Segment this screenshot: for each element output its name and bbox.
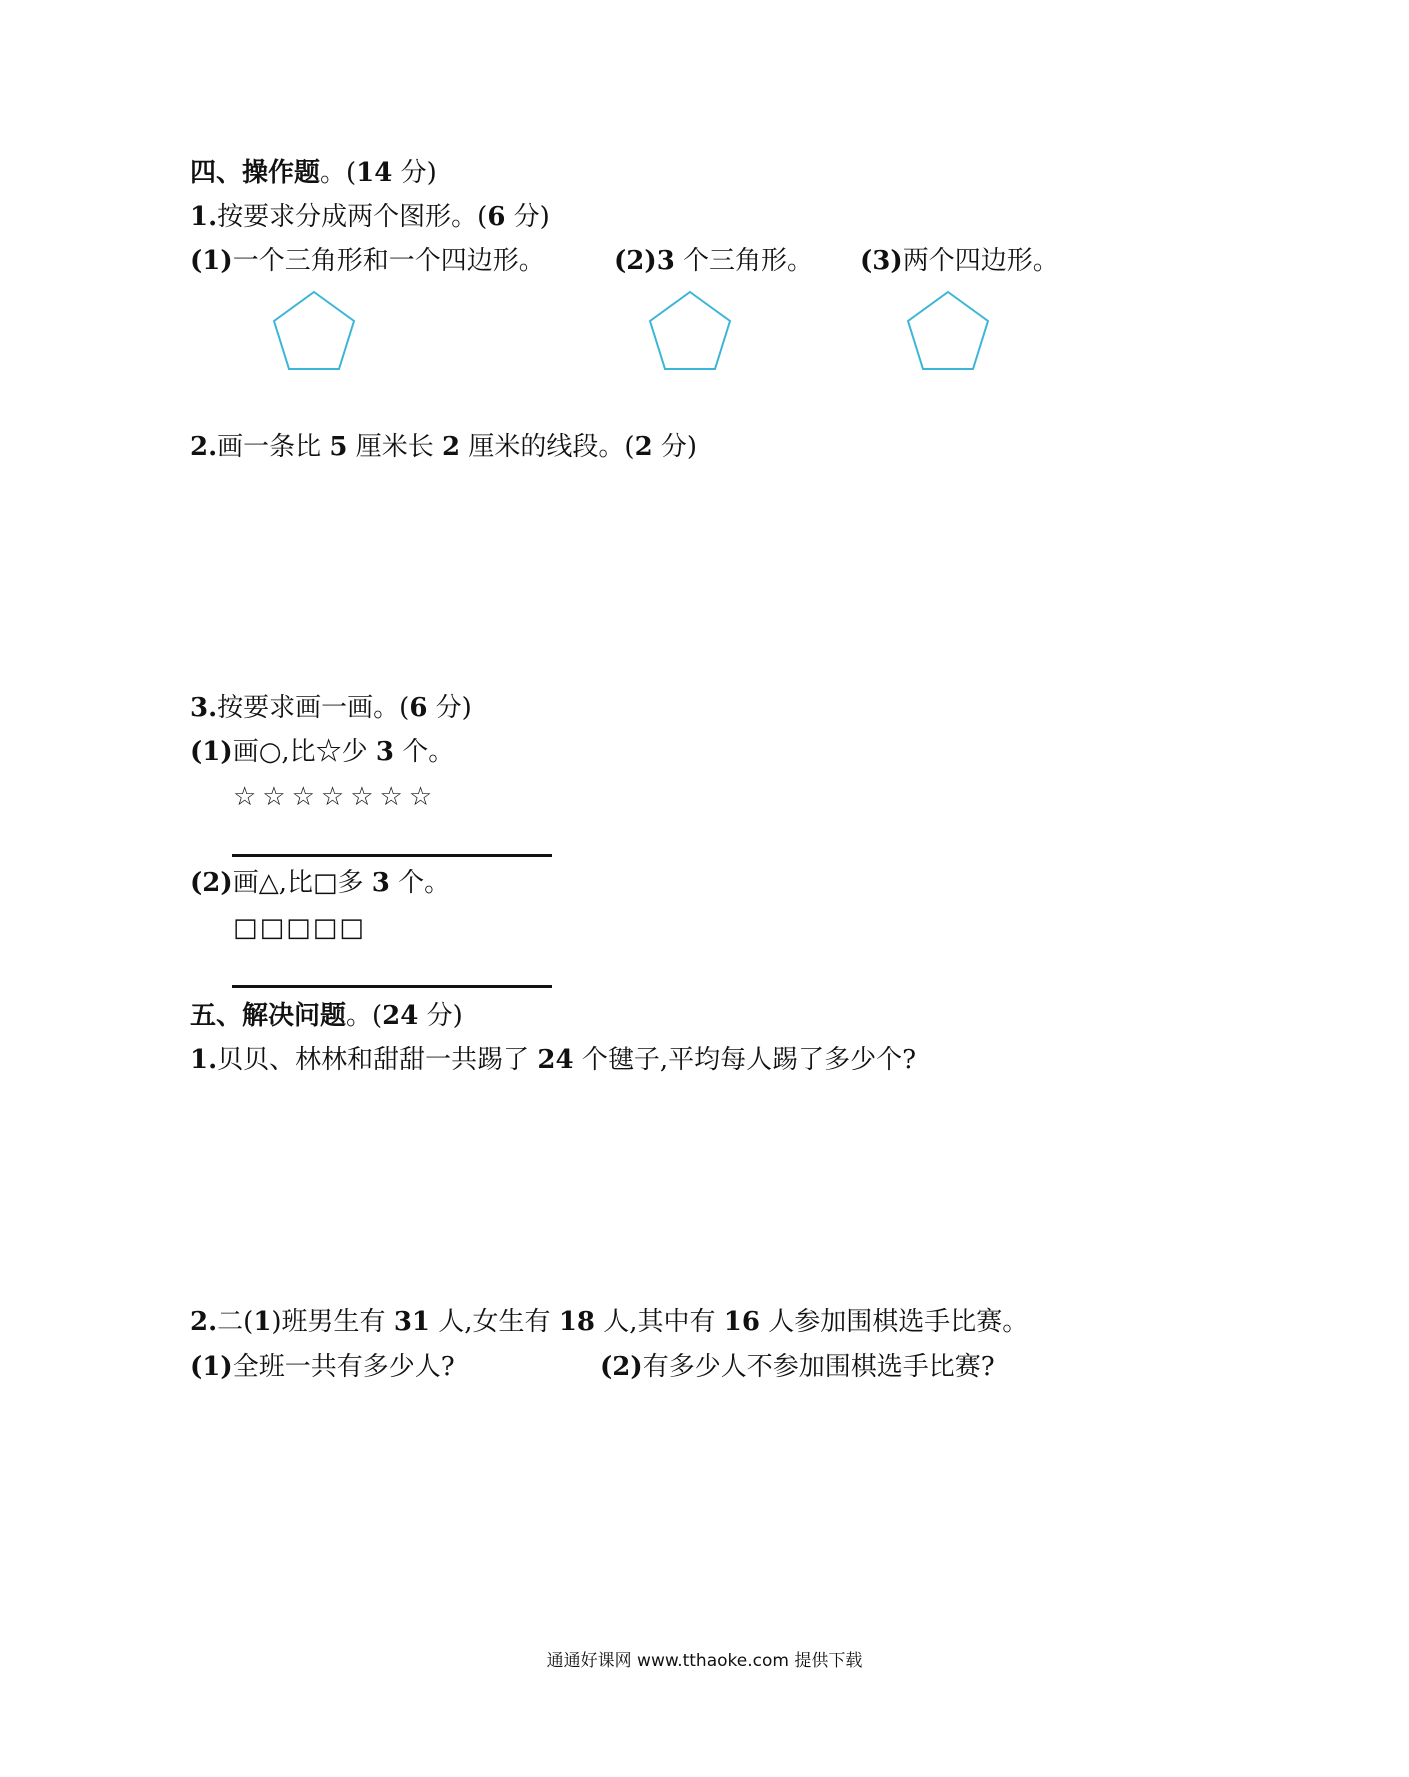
section5-title: 五、解决问题。(24 分) bbox=[190, 1001, 463, 1031]
footer-credit: 通通好课网 www.tthaoke.com 提供下载 bbox=[546, 1651, 863, 1671]
answer-line-1[interactable] bbox=[232, 854, 552, 857]
q1-heading: 1.按要求分成两个图形。(6 分) bbox=[190, 202, 550, 232]
pentagon-3[interactable] bbox=[905, 290, 991, 372]
pentagon-1[interactable] bbox=[271, 290, 357, 372]
q1-part2: (2)3 个三角形。 bbox=[614, 246, 814, 276]
s5-q2-sub2: (2)有多少人不参加围棋选手比赛? bbox=[600, 1352, 995, 1382]
q3-part1: (1)画○,比☆少 3 个。 bbox=[190, 737, 455, 767]
pentagon-2[interactable] bbox=[647, 290, 733, 372]
square-row: □□□□□ bbox=[233, 913, 366, 943]
star-row: ☆☆☆☆☆☆☆ bbox=[233, 782, 439, 812]
s5-q2-sub1: (1)全班一共有多少人? bbox=[190, 1352, 455, 1382]
q1-part1: (1)一个三角形和一个四边形。 bbox=[190, 246, 545, 276]
q1-part3: (3)两个四边形。 bbox=[860, 246, 1059, 276]
q3-heading: 3.按要求画一画。(6 分) bbox=[190, 693, 472, 723]
q2-heading: 2.画一条比 5 厘米长 2 厘米的线段。(2 分) bbox=[190, 432, 698, 462]
q3-part2: (2)画△,比□多 3 个。 bbox=[190, 868, 451, 898]
s5-q1: 1.贝贝、林林和甜甜一共踢了 24 个毽子,平均每人踢了多少个? bbox=[190, 1045, 917, 1075]
answer-line-2[interactable] bbox=[232, 985, 552, 988]
s5-q2: 2.二(1)班男生有 31 人,女生有 18 人,其中有 16 人参加围棋选手比赛。 bbox=[190, 1307, 1029, 1337]
section4-title: 四、操作题。(14 分) bbox=[190, 158, 437, 188]
